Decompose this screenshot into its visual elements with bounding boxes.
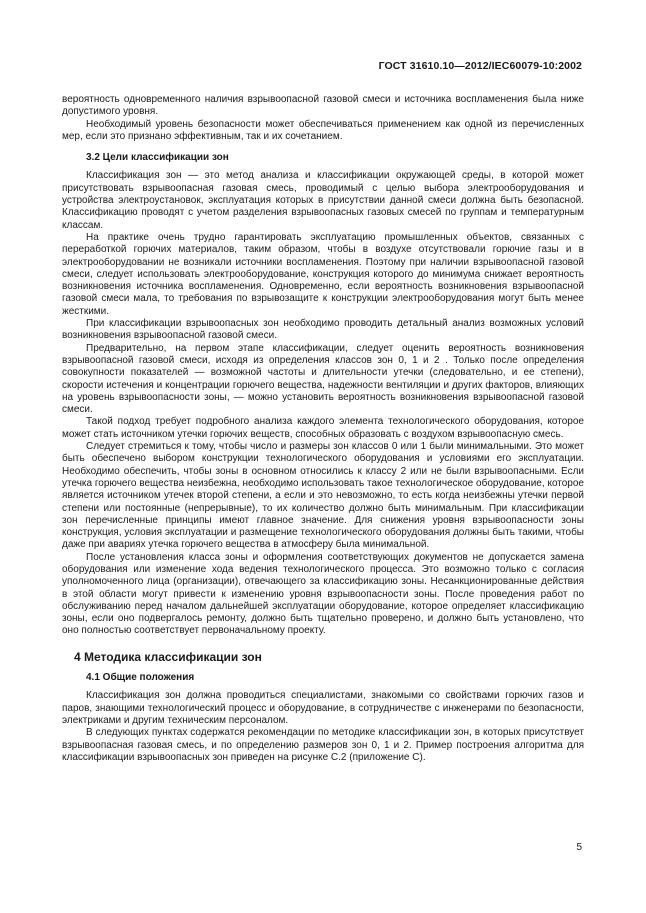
- paragraph: В следующих пунктах содержатся рекомендации по методике классификации зон, в которых присутствует взрывоопасная газовая смесь, и по определению размеров зон 0, 1 и 2. Пример построения алгоритма для классификации взрывоопасных зон приведен на рисунке С.2 (приложение С).: [62, 727, 584, 763]
- section-heading-3-2: 3.2 Цели классификации зон: [86, 152, 229, 164]
- section-heading-4: 4 Методика классификации зон: [74, 649, 262, 664]
- paragraph: Такой подход требует подробного анализа каждого элемента технологического оборудования, которое может стать источником утечки горючих веществ, способных образовать с воздухом взрывоопасную смесь.: [62, 416, 584, 440]
- paragraph: Следует стремиться к тому, чтобы число и размеры зон классов 0 или 1 были минимальными. Это может быть обеспечено выбором конструкции технологического оборудования и условиями его эксплуатации. Необходимо обеспечить, чтобы зоны в основном относились к классу 2 или не были взрывоопасными. Если утечка горючего вещества неизбежна, необходимо использовать такое технологическое оборудование, которое является источником утечек второй степени, а если и это невозможно, то есть когда неизбежны утечки первой степени или постоянные (непрерывные), то их количество должно быть минимальным. При классификации зон перечисленные принципы имеют главное значение. Для снижения уровня взрывоопасности зоны конструкция, условия эксплуатации и размещение технологического оборудования должны быть такими, чтобы даже при авариях утечка горючего вещества в атмосферу была минимальной.: [62, 441, 584, 551]
- paragraph: После установления класса зоны и оформления соответствующих документов не допускается замена оборудования или изменение хода ведения технологического процесса. Это возможно только с согласия уполномоченного лица (организации), отвечающего за классификацию зоны. Несанкционированные действия в этой области могут привести к изменению уровня взрывоопасности зоны. После проведения работ по обслуживанию перед началом дальнейшей эксплуатации оборудование, которое определяет классификацию зоны, если оно подвергалось ремонту, должно быть тщательно проверено, и должно быть установлено, что оно полностью соответствует первоначальному проекту.: [62, 551, 584, 637]
- page-number: 5: [576, 842, 582, 853]
- paragraph: Классификация зон — это метод анализа и классификации окружающей среды, в которой может присутствовать взрывоопасная газовая смесь, проводимый с целью выбора электрооборудования и устройства электроустановок, эксплуатация которых в присутствии данной смеси должна быть безопасной. Классификацию проводят с учетом разделения взрывоопасных газовых смесей по группам и температурным классам.: [62, 170, 584, 231]
- paragraph: На практике очень трудно гарантировать эксплуатацию промышленных объектов, связанных с переработкой горючих материалов, таким образом, чтобы в воздухе отсутствовали горючие газы и в электрооборудовании не возникали источники воспламенения. Поэтому при наличии взрывоопасной газовой смеси, следует использовать электрооборудование, конструкция которого до минимума снижает вероятность возникновения источника воспламенения. Одновременно, если вероятность возникновения взрывоопасной газовой смеси мала, то требования по взрывозащите к конструкции электрооборудования могут быть менее жесткими.: [62, 231, 584, 317]
- paragraph: При классификации взрывоопасных зон необходимо проводить детальный анализ возможных условий возникновения взрывоопасной газовой смеси.: [62, 318, 584, 342]
- paragraph: вероятность одновременного наличия взрывоопасной газовой смеси и источника воспламенения была ниже допустимого уровня.: [62, 94, 584, 118]
- standard-header: ГОСТ 31610.10—2012/IEC60079-10:2002: [378, 60, 582, 72]
- paragraph: Классификация зон должна проводиться специалистами, знакомыми со свойствами горючих газов и паров, знающими технологический процесс и оборудование, в сотрудничестве с инженерами по безопасности, электриками и другим техническим персоналом.: [62, 690, 584, 726]
- paragraph: Предварительно, на первом этапе классификации, следует оценить вероятность возникновения взрывоопасной газовой смеси, исходя из определения классов зон 0, 1 и 2 . Только после определения совокупности показателей — возможной частоты и длительности утечки (следовательно, и ее степени), скорости истечения и концентрации горючего вещества, надежности вентиляции и других факторов, влияющих на уровень взрывоопасности зоны, — можно установить вероятность возникновения взрывоопасной газовой смеси.: [62, 342, 584, 416]
- document-body: [62, 94, 584, 764]
- section-heading-4-1: 4.1 Общие положения: [86, 672, 195, 684]
- paragraph: Необходимый уровень безопасности может обеспечиваться применением как одной из перечисленных мер, если это признано эффективным, так и их сочетанием.: [62, 118, 584, 142]
